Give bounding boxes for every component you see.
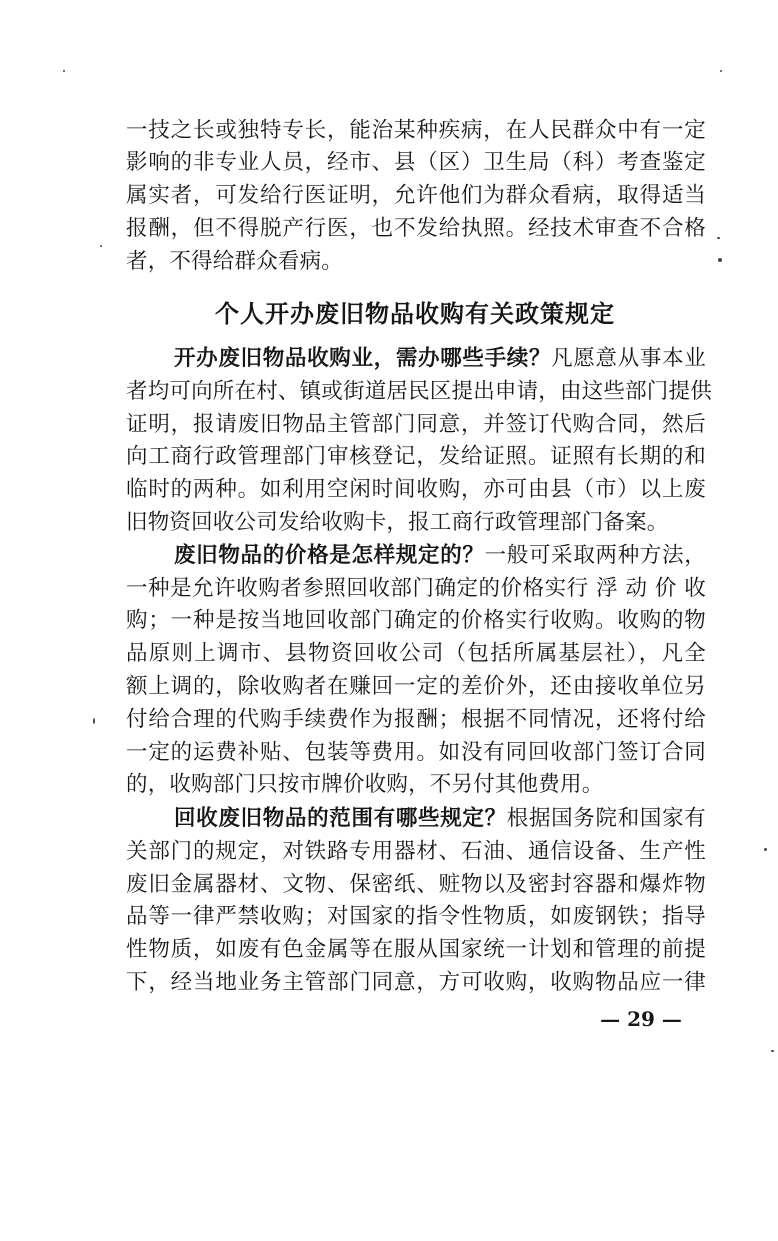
paragraph-first-line xyxy=(174,540,706,572)
intro-line: 者，不得给群众看病。 xyxy=(126,249,344,274)
paragraph-first-line xyxy=(174,803,706,835)
paragraph-line: 品等一律严禁收购；对国家的指令性物质，如废钢铁；指导 xyxy=(126,904,706,929)
paragraph-line: 旧物资回收公司发给收购卡，报工商行政管理部门备案。 xyxy=(126,510,669,535)
paragraph-line: 向工商行政管理部门审核登记，发给证照。证照有长期的和 xyxy=(126,444,706,469)
paragraph-text: 凡愿意从事本业 xyxy=(551,346,706,371)
paragraph-line: 品原则上调市、县物资回收公司（包括所属基层社），凡全 xyxy=(126,641,706,666)
intro-line: 一技之长或独特专长，能治某种疾病，在人民群众中有一定 xyxy=(126,118,706,143)
section-heading: 个人开办废旧物品收购有关政策规定 xyxy=(215,300,615,328)
paragraph-line: 下，经当地业务主管部门同意，方可收购，收购物品应一律 xyxy=(126,970,706,995)
paragraph-line: 关部门的规定，对铁路专用器材、石油、通信设备、生产性 xyxy=(126,839,706,864)
paragraph-text: 一般可采取两种方法， xyxy=(484,543,706,568)
page-number: — 29 — xyxy=(600,1007,682,1031)
scan-speck xyxy=(764,848,767,851)
paragraph-lead: 回收废旧物品的范围有哪些规定？ xyxy=(174,806,507,831)
scan-speck xyxy=(717,237,720,239)
scan-speck xyxy=(63,70,65,72)
intro-line: 影响的非专业人员，经市、县（区）卫生局（科）考查鉴定 xyxy=(126,150,706,175)
intro-line: 报酬，但不得脱产行医，也不发给执照。经技术审查不合格 xyxy=(126,216,706,241)
paragraph-first-line xyxy=(174,343,706,375)
paragraph-text: 根据国务院和国家有 xyxy=(506,806,706,831)
scan-speck xyxy=(93,718,95,724)
paragraph-line: 证明，报请废旧物品主管部门同意，并签订代购合同，然后 xyxy=(126,412,706,437)
scan-speck xyxy=(771,1050,774,1052)
paragraph-line: 购；一种是按当地回收部门确定的价格实行收购。收购的物 xyxy=(126,608,706,633)
paragraph-lead: 废旧物品的价格是怎样规定的？ xyxy=(174,543,485,568)
scan-speck xyxy=(100,245,102,247)
paragraph-line: 的，收购部门只按市牌价收购，不另付其他费用。 xyxy=(126,772,604,797)
paragraph-line: 一定的运费补贴、包装等费用。如没有同回收部门签订合同 xyxy=(126,740,706,765)
paragraph-line: 付给合理的代购手续费作为报酬；根据不同情况，还将付给 xyxy=(126,707,706,732)
paragraph-line: 性物质，如废有色金属等在服从国家统一计划和管理的前提 xyxy=(126,937,706,962)
paragraph-line: 废旧金属器材、文物、保密纸、赃物以及密封容器和爆炸物 xyxy=(126,872,706,897)
paragraph-line: 额上调的，除收购者在赚回一定的差价外，还由接收单位另 xyxy=(126,674,706,699)
scan-speck xyxy=(718,258,722,262)
paragraph-lead: 开办废旧物品收购业，需办哪些手续？ xyxy=(174,346,552,371)
paragraph-line: 一种是允许收购者参照回收部门确定的价格实行 浮 动 价 收 xyxy=(126,576,706,601)
intro-line: 属实者，可发给行医证明，允许他们为群众看病，取得适当 xyxy=(126,183,706,208)
paragraph-line: 者均可向所在村、镇或街道居民区提出申请，由这些部门提供 xyxy=(126,379,712,404)
paragraph-line: 临时的两种。如利用空闲时间收购，亦可由县（市）以上废 xyxy=(126,477,706,502)
scan-speck xyxy=(720,70,722,72)
